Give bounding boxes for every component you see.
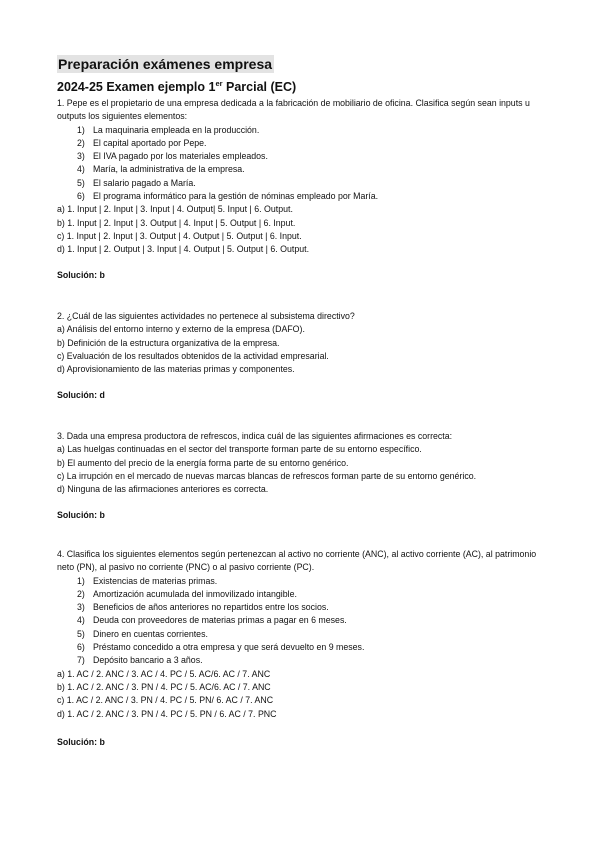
item-text: El IVA pagado por los materiales empleados. [93, 151, 268, 162]
list-item [57, 575, 547, 588]
list-item [57, 163, 547, 176]
item-text: Dinero en cuentas corrientes. [93, 628, 208, 639]
item-number: 3) [77, 151, 85, 162]
item-text: El salario pagado a María. [93, 177, 196, 188]
item-number: 1) [77, 124, 85, 135]
subtitle-main: 2024-25 Examen ejemplo 1 [57, 80, 216, 94]
item-number: 6) [77, 642, 85, 653]
solution-1: Solución: b [57, 270, 105, 280]
item-text: Beneficios de años anteriores no repartidos entre los socios. [93, 602, 329, 613]
question-text: 3. Dada una empresa productora de refrescos, indica cuál de las siguientes afirmaciones es correcta: [57, 431, 453, 441]
answer-option-b: b) El aumento del precio de la energía forma parte de su entorno genérico. [57, 457, 349, 468]
item-text: María, la administrativa de la empresa. [93, 164, 245, 175]
item-number: 7) [77, 655, 85, 666]
question-3 [57, 430, 547, 496]
answer-option-b: b) 1. Input | 2. Input | 3. Output | 4. Input | 5. Output | 6. Input. [57, 217, 296, 228]
question-4 [57, 548, 547, 721]
answer-option-d: d) Ninguna de las afirmaciones anteriores es correcta. [57, 484, 269, 495]
list-item [57, 190, 547, 203]
item-number: 1) [77, 575, 85, 586]
subtitle-tail: Parcial (EC) [222, 80, 297, 94]
item-number: 5) [77, 177, 85, 188]
answer-option-a: a) 1. Input | 2. Input | 3. Input | 4. Output| 5. Input | 6. Output. [57, 204, 293, 215]
item-number: 5) [77, 628, 85, 639]
item-number: 6) [77, 191, 85, 202]
item-text: El programa informático para la gestión de nóminas empleado por María. [93, 191, 379, 202]
item-text: El capital aportado por Pepe. [93, 137, 207, 148]
item-list [57, 575, 547, 668]
question-text: 1. Pepe es el propietario de una empresa dedicada a la fabricación de mobiliario de oficina. Clasifica según sean inputs u outputs los siguientes elementos: [57, 98, 530, 122]
item-number: 4) [77, 164, 85, 175]
answer-option-d: d) 1. AC / 2. ANC / 3. PN / 4. PC / 5. PN / 6. AC / 7. PNC [57, 708, 277, 719]
list-item [57, 137, 547, 150]
item-text: Existencias de materias primas. [93, 575, 218, 586]
item-text: Depósito bancario a 3 años. [93, 655, 203, 666]
answer-option-c: c) Evaluación de los resultados obtenidos de la actividad empresarial. [57, 350, 329, 361]
answer-option-d: d) Aprovisionamiento de las materias primas y componentes. [57, 364, 295, 375]
answer-option-c: c) La irrupción en el mercado de nuevas marcas blancas de refrescos forman parte de su entorno genérico. [57, 470, 477, 481]
list-item [57, 614, 547, 627]
item-text: La maquinaria empleada en la producción. [93, 124, 260, 135]
question-text: 2. ¿Cuál de las siguientes actividades no pertenece al subsistema directivo? [57, 311, 355, 321]
answer-option-b: b) 1. AC / 2. ANC / 3. PN / 4. PC / 5. AC/6. AC / 7. ANC [57, 681, 271, 692]
exam-subtitle [57, 79, 296, 94]
item-number: 4) [77, 615, 85, 626]
list-item [57, 601, 547, 614]
list-item [57, 628, 547, 641]
list-item [57, 177, 547, 190]
item-number: 3) [77, 602, 85, 613]
item-text: Amortización acumulada del inmovilizado intangible. [93, 588, 297, 599]
question-2 [57, 310, 547, 376]
answer-option-b: b) Definición de la estructura organizativa de la empresa. [57, 337, 280, 348]
item-number: 2) [77, 137, 85, 148]
list-item [57, 588, 547, 601]
answer-option-c: c) 1. Input | 2. Input | 3. Output | 4. Output | 5. Output | 6. Input. [57, 230, 302, 241]
subtitle-superscript: er [215, 79, 223, 88]
solution-2: Solución: d [57, 390, 105, 400]
item-text: Préstamo concedido a otra empresa y que será devuelto en 9 meses. [93, 642, 365, 653]
question-1 [57, 97, 547, 257]
list-item [57, 124, 547, 137]
solution-3: Solución: b [57, 510, 105, 520]
list-item [57, 654, 547, 667]
answer-option-a: a) Las huelgas continuadas en el sector del transporte forman parte de su entorno específico. [57, 444, 422, 455]
answer-option-a: a) Análisis del entorno interno y externo de la empresa (DAFO). [57, 324, 305, 335]
item-number: 2) [77, 588, 85, 599]
list-item [57, 150, 547, 163]
answer-option-c: c) 1. AC / 2. ANC / 3. PN / 4. PC / 5. PN/ 6. AC / 7. ANC [57, 695, 274, 706]
solution-4: Solución: b [57, 737, 105, 747]
item-text: Deuda con proveedores de materias primas a pagar en 6 meses. [93, 615, 347, 626]
document-title: Preparación exámenes empresa [58, 56, 273, 72]
answer-option-d: d) 1. Input | 2. Output | 3. Input | 4. Output | 5. Output | 6. Output. [57, 244, 310, 255]
list-item [57, 641, 547, 654]
question-text: 4. Clasifica los siguientes elementos según pertenezcan al activo no corriente (ANC), al activo corriente (AC), al patrimonio neto (PN), al pasivo no corriente (PNC) o al pasivo corriente (PC). [57, 549, 537, 573]
answer-option-a: a) 1. AC / 2. ANC / 3. AC / 4. PC / 5. AC/6. AC / 7. ANC [57, 668, 271, 679]
item-list [57, 124, 547, 204]
